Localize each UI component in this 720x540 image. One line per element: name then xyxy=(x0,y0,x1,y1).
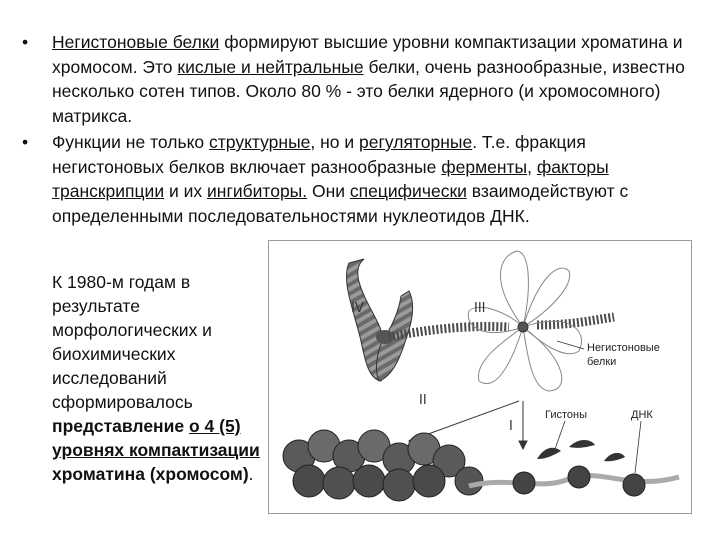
pointer-line xyxy=(555,421,565,449)
text-span: К 1980-м годам в результате морфологических и биохимических исследований сформировалось xyxy=(52,272,212,412)
chromatin-illustration xyxy=(269,241,691,513)
underlined-structural: структурные xyxy=(209,132,311,152)
underlined-transcription-factors: факторы транскрипции xyxy=(52,156,609,201)
underlined-specifically: специфически xyxy=(349,181,467,201)
text-span: , xyxy=(527,156,537,177)
underlined-regulatory: регуляторные xyxy=(359,132,473,152)
compaction-levels-paragraph xyxy=(52,270,282,486)
text-span: , но и xyxy=(310,132,360,152)
underlined-enzymes: ферменты xyxy=(441,156,528,177)
level-iii-label: III xyxy=(474,301,486,316)
text-span: Они xyxy=(307,181,350,201)
bold-span: представление xyxy=(52,416,189,436)
underlined-inhibitors: ингибиторы. xyxy=(207,181,308,201)
dna-label: ДНК xyxy=(631,409,653,421)
bullet-marker: • xyxy=(22,132,29,152)
bullet-nonhistone-proteins xyxy=(22,30,692,128)
chromatin-loops-icon xyxy=(468,251,581,391)
metaphase-chromosome-icon xyxy=(346,259,412,381)
underlined-acidic-neutral: кислые и нейтральные xyxy=(177,56,364,77)
bold-span: хроматина (хромосом) xyxy=(52,464,249,484)
dna-strand-icon xyxy=(469,466,679,496)
nonhistone-proteins-label: Негистоновые белки xyxy=(587,342,660,368)
level-i-label: I xyxy=(509,419,513,434)
text-span: . Т.е. фракция негистоновых белков включает разнообразные xyxy=(52,132,586,177)
text-span: формируют высшие уровни компактизации хроматина и хромосом. Это xyxy=(52,32,683,77)
bullet-marker: • xyxy=(22,32,29,52)
histones-label: Гистоны xyxy=(545,409,587,421)
text-span: Функции не только xyxy=(52,132,210,152)
pointer-line xyxy=(557,341,584,349)
text-span: . xyxy=(248,464,254,484)
bullet-functions xyxy=(22,130,692,228)
histone-proteins-icon xyxy=(537,440,625,461)
nucleosome-cluster-icon xyxy=(283,430,483,501)
text-bullets xyxy=(22,30,692,230)
bold-underlined-levels: о 4 (5) уровнях компактизации xyxy=(52,416,260,460)
level-ii-label: II xyxy=(419,393,427,408)
text-span: и их xyxy=(164,181,207,201)
text-span: взаимодействуют с определенными последовательностями нуклеотидов ДНК. xyxy=(52,181,629,226)
term-nonhistone: Негистоновые белки xyxy=(52,32,220,52)
chromatin-compaction-figure xyxy=(268,240,692,514)
text-span: белки, очень разнообразные, известно несколько сотен типов. Около 80 % - это белки ядерного (и хромосомного) матрикса. xyxy=(52,56,685,126)
pointer-line xyxy=(635,421,641,473)
level-iv-label: IV xyxy=(351,301,364,316)
